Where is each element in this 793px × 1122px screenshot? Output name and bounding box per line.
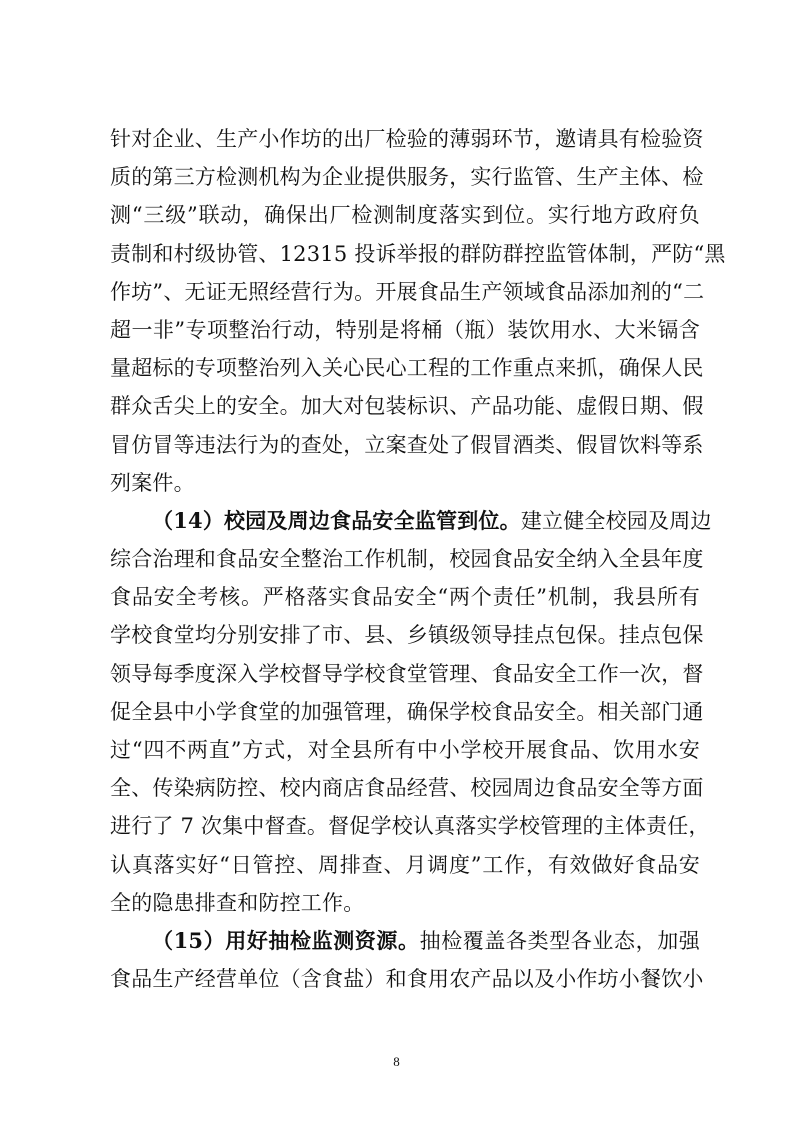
text-line: 进行了 7 次集中督查。督促学校认真落实学校管理的主体责任， (110, 814, 710, 839)
text-line: 综合治理和食品安全整治工作机制，校园食品安全纳入全县年度 (110, 547, 704, 572)
paragraph-campus-food-safety (110, 502, 712, 922)
text-line: 列案件。 (110, 470, 195, 495)
section-heading: （14）校园及周边食品安全监管到位。 (152, 507, 521, 533)
text-line: 作坊”、无证无照经营行为。开展食品生产领域食品添加剂的“二 (110, 279, 705, 304)
text-line: 全的隐患排查和防控工作。 (110, 890, 365, 915)
section-heading: （15）用好抽检监测资源。 (152, 927, 420, 953)
text-line: 学校食堂均分别安排了市、县、乡镇级领导挂点包保。挂点包保 (110, 623, 704, 648)
text-line: 针对企业、生产小作坊的出厂检验的薄弱环节，邀请具有检验资 (110, 127, 704, 151)
paragraph-supervision (110, 120, 726, 502)
text-line: 责制和村级协管、12315 投诉举报的群防群控监管体制，严防“黑 (110, 241, 726, 266)
text-line: 全、传染病防控、校内商店食品经营、校园周边食品安全等方面 (110, 776, 704, 801)
text-fragment: 抽检覆盖各类型各业态，加强 (419, 928, 700, 953)
text-line: 认真落实好“日管控、周排查、月调度”工作，有效做好食品安 (110, 852, 700, 877)
text-line: 食品生产经营单位（含食盐）和食用农产品以及小作坊小餐饮小 (110, 967, 704, 992)
text-line: 促全县中小学食堂的加强管理，确保学校食品安全。相关部门通 (110, 699, 704, 724)
paragraph-sampling-inspection (110, 922, 704, 998)
text-line: 过“四不两直”方式，对全县所有中小学校开展食品、饮用水安 (110, 738, 700, 762)
text-line: 测“三级”联动，确保出厂检测制度落实到位。实行地方政府负 (110, 203, 700, 228)
text-line: 质的第三方检测机构为企业提供服务，实行监管、生产主体、检 (110, 165, 704, 190)
text-line: 领导每季度深入学校督导学校食堂管理、食品安全工作一次，督 (110, 661, 704, 686)
text-line: 量超标的专项整治列入关心民心工程的工作重点来抓，确保人民 (110, 356, 704, 381)
text-line: 食品安全考核。严格落实食品安全“两个责任”机制，我县所有 (110, 585, 700, 610)
text-line: 群众舌尖上的安全。加大对包装标识、产品功能、虚假日期、假 (110, 394, 704, 419)
text-line: 冒仿冒等违法行为的查处，立案查处了假冒酒类、假冒饮料等系 (110, 432, 704, 457)
text-line (110, 922, 700, 960)
text-line: 超一非”专项整治行动，特别是将桶（瓶）装饮用水、大米镉含 (110, 317, 700, 342)
text-fragment: 建立健全校园及周边 (520, 508, 712, 533)
page-number: 8 (393, 1054, 400, 1069)
body-text (110, 120, 726, 998)
text-line (110, 502, 712, 540)
